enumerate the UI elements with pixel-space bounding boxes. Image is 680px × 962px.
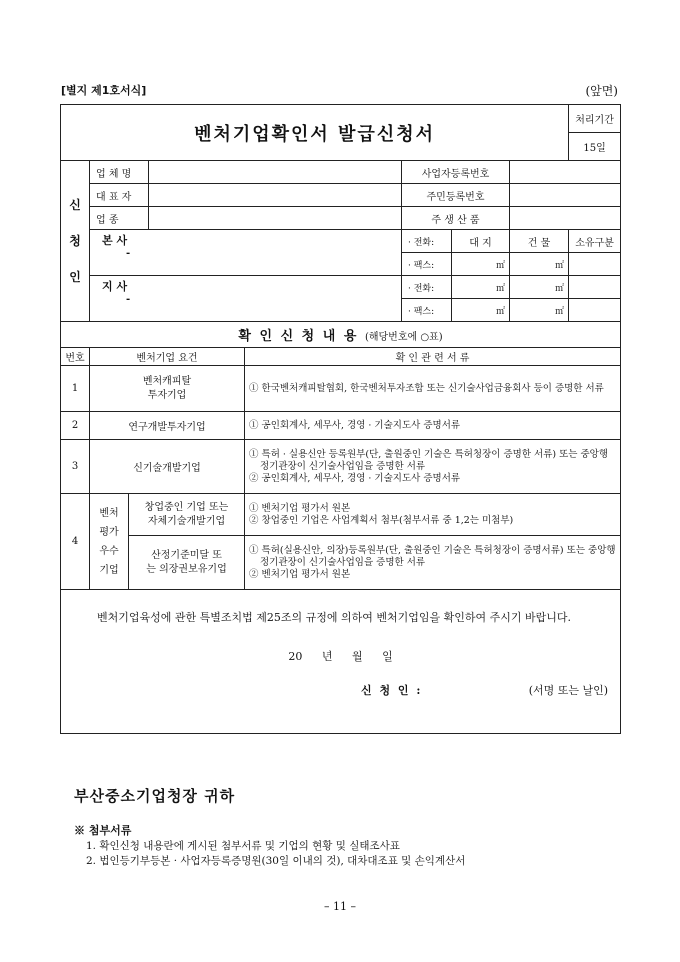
applicant-side-label: 신 청 인 bbox=[61, 161, 90, 322]
industry-field[interactable] bbox=[149, 207, 402, 230]
area-header-building: 건 물 bbox=[510, 230, 569, 253]
branch-building-area-2[interactable]: ㎡ bbox=[510, 299, 569, 322]
resident-no-label: 주민등록번호 bbox=[402, 184, 510, 207]
row-4b-requirement: 산정기준미달 또 는 의장권보유기업 bbox=[129, 536, 245, 590]
resident-no-field[interactable] bbox=[510, 184, 621, 207]
row-3-requirement: 신기술개발기업 bbox=[90, 440, 245, 494]
application-form bbox=[60, 104, 621, 734]
col-header-no: 번호 bbox=[61, 348, 90, 366]
row-4-no[interactable]: 4 bbox=[61, 494, 90, 590]
main-product-label: 주 생 산 품 bbox=[402, 207, 510, 230]
attachments-title: ※ 첨부서류 bbox=[74, 824, 132, 837]
head-land-area[interactable]: ㎡ bbox=[452, 253, 510, 276]
date-line[interactable]: 20 년 월 일 bbox=[288, 650, 393, 663]
row-4b-documents bbox=[245, 536, 621, 590]
area-header-ownership: 소유구분 bbox=[569, 230, 621, 253]
main-product-field[interactable] bbox=[510, 207, 621, 230]
company-name-label: 업 체 명 bbox=[90, 161, 149, 184]
row-3-documents bbox=[245, 440, 621, 494]
branch-office-dash: - bbox=[126, 294, 131, 305]
attachment-item-1: 1. 확인신청 내용란에 게시된 첨부서류 및 기업의 현황 및 실태조사표 bbox=[86, 840, 400, 852]
row-4a-doc-2: ② 창업중인 기업은 사업계획서 첨부(첨부서류 중 1,2는 미첨부) bbox=[249, 514, 514, 526]
processing-value: 15일 bbox=[569, 133, 621, 161]
row-4b-doc-2: ② 벤처기업 평가서 원본 bbox=[249, 568, 351, 580]
row-1-doc-1: ① 한국벤처캐피탈협회, 한국벤처투자조합 또는 신기술사업금융회사 등이 증명한 서류 bbox=[249, 382, 604, 394]
row-4a-documents bbox=[245, 494, 621, 536]
form-id: [별지 제1호서식] bbox=[61, 84, 147, 97]
head-office-title: 본 사 bbox=[102, 234, 128, 247]
confirmation-note: (해당번호에 ○표) bbox=[364, 332, 443, 343]
branch-ownership-field-2[interactable] bbox=[569, 299, 621, 322]
confirmation-section-title bbox=[61, 322, 621, 348]
applicant-sign-label: 신 청 인 : bbox=[361, 684, 423, 697]
row-4b-doc-1: ① 특허(실용신안, 의장)등록원부(단, 출원중인 기술은 특허청장이 증명서류) 또는 중앙행정기관장이 신기술사업임을 증명한 서류 bbox=[249, 544, 616, 568]
row-3-doc-2: ② 공인회계사, 세무사, 경영 · 기술지도사 증명서류 bbox=[249, 472, 461, 484]
page-side: (앞면) bbox=[585, 84, 618, 98]
head-office-fax-label[interactable]: · 팩스: bbox=[402, 253, 452, 276]
row-1-documents bbox=[245, 366, 621, 412]
sign-note[interactable]: (서명 또는 날인) bbox=[528, 684, 609, 697]
head-building-area[interactable]: ㎡ bbox=[510, 253, 569, 276]
row-2-doc-1: ① 공인회계사, 세무사, 경영 · 기술지도사 증명서류 bbox=[249, 419, 461, 431]
head-office-phone-label[interactable]: · 전화: bbox=[402, 230, 452, 253]
branch-building-area[interactable]: ㎡ bbox=[510, 276, 569, 299]
pledge-block bbox=[61, 590, 621, 734]
processing-label: 처리기간 bbox=[569, 105, 621, 133]
col-header-requirement: 벤처기업 요건 bbox=[90, 348, 245, 366]
form-title: 벤처기업확인서 발급신청서 bbox=[61, 105, 569, 161]
row-3-doc-1: ① 특허 · 실용신안 등록원부(단, 출원중인 기술은 특허청장이 증명한 서류) 또는 중앙행정기관장이 신기술사업임을 증명한 서류 bbox=[249, 448, 609, 472]
recipient: 부산중소기업청장 귀하 bbox=[74, 787, 236, 805]
area-header-land: 대 지 bbox=[452, 230, 510, 253]
signature-line bbox=[61, 682, 620, 700]
head-office-block[interactable] bbox=[90, 230, 402, 276]
branch-land-area-2[interactable]: ㎡ bbox=[452, 299, 510, 322]
page-number: – 11 – bbox=[324, 900, 356, 913]
branch-office-title: 지 사 bbox=[102, 280, 128, 293]
row-2-requirement: 연구개발투자기업 bbox=[90, 412, 245, 440]
confirmation-title: 확 인 신 청 내 용 bbox=[238, 329, 359, 344]
business-reg-field[interactable] bbox=[510, 161, 621, 184]
branch-land-area[interactable]: ㎡ bbox=[452, 276, 510, 299]
row-4a-requirement: 창업중인 기업 또는 자체기술개발기업 bbox=[129, 494, 245, 536]
representative-label: 대 표 자 bbox=[90, 184, 149, 207]
branch-office-fax-label[interactable]: · 팩스: bbox=[402, 299, 452, 322]
company-name-field[interactable] bbox=[149, 161, 402, 184]
branch-ownership-field[interactable] bbox=[569, 276, 621, 299]
pledge-text: 벤처기업육성에 관한 특별조치법 제25조의 규정에 의하여 벤처기업임을 확인하여 주시기 바랍니다. bbox=[97, 611, 571, 624]
head-office-dash: - bbox=[126, 248, 131, 259]
row-3-no[interactable]: 3 bbox=[61, 440, 90, 494]
row-4-group: 벤처 평가 우수 기업 bbox=[90, 494, 129, 590]
col-header-documents: 확 인 관 련 서 류 bbox=[245, 348, 621, 366]
industry-label: 업 종 bbox=[90, 207, 149, 230]
row-2-no[interactable]: 2 bbox=[61, 412, 90, 440]
branch-office-block[interactable] bbox=[90, 276, 402, 322]
representative-field[interactable] bbox=[149, 184, 402, 207]
head-ownership-field[interactable] bbox=[569, 253, 621, 276]
business-reg-label: 사업자등록번호 bbox=[402, 161, 510, 184]
row-1-no[interactable]: 1 bbox=[61, 366, 90, 412]
branch-office-phone-label[interactable]: · 전화: bbox=[402, 276, 452, 299]
row-2-documents bbox=[245, 412, 621, 440]
row-1-requirement: 벤처캐피탈 투자기업 bbox=[90, 366, 245, 412]
attachment-item-2: 2. 법인등기부등본 · 사업자등록증명원(30일 이내의 것), 대차대조표 및 손익계산서 bbox=[86, 855, 466, 867]
row-4a-doc-1: ① 벤처기업 평가서 원본 bbox=[249, 502, 351, 514]
